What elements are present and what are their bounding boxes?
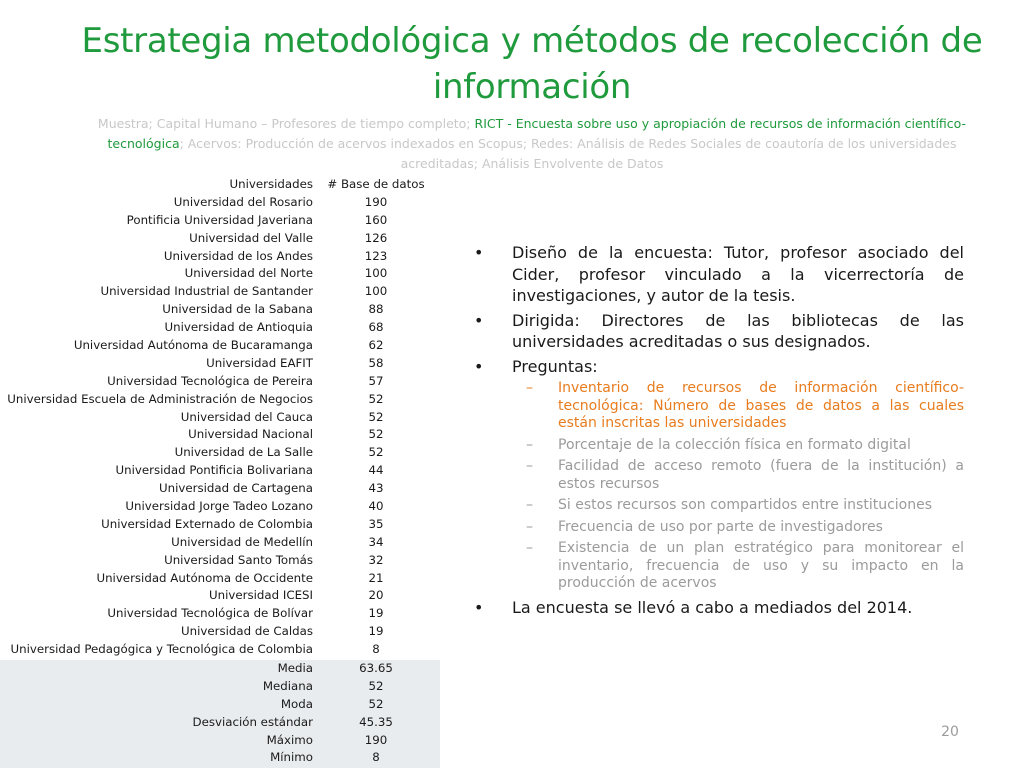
table-row — [0, 678, 440, 696]
row-value: 190 — [364, 732, 388, 747]
bullet-questions: Preguntas: — [512, 356, 598, 376]
row-label: Máximo — [266, 732, 313, 747]
table-row — [0, 660, 440, 678]
question-text: Existencia de un plan estratégico para monitorear el inventario, frecuencia de uso y su impacto en la producción de acervos — [558, 540, 964, 591]
table-header — [0, 176, 440, 194]
question-list — [474, 380, 964, 593]
row-value: 52 — [368, 427, 384, 442]
bullet-item — [474, 597, 964, 619]
row-label: Universidad del Cauca — [180, 409, 313, 424]
row-value: 68 — [368, 320, 384, 335]
table-row — [0, 605, 440, 623]
bullet-item — [474, 242, 964, 307]
question-item — [474, 519, 964, 537]
question-text: Facilidad de acceso remoto (fuera de la institución) a estos recursos — [558, 458, 964, 492]
row-value: 126 — [364, 230, 388, 245]
question-item — [474, 437, 964, 455]
table-row — [0, 462, 440, 480]
table-row — [0, 480, 440, 498]
row-value: 160 — [364, 212, 388, 227]
question-item — [474, 540, 964, 593]
dash-mark: – — [526, 380, 533, 396]
row-value: 19 — [368, 624, 384, 639]
table-row — [0, 373, 440, 391]
table-row — [0, 265, 440, 283]
dash-mark: – — [526, 436, 533, 453]
table-row — [0, 212, 440, 230]
table-row — [0, 696, 440, 714]
row-value: 52 — [368, 391, 384, 406]
row-value: 63.65 — [359, 661, 393, 675]
row-value: 8 — [372, 642, 380, 657]
row-label: Universidad ICESI — [209, 588, 313, 603]
question-item — [474, 497, 964, 515]
row-label: Universidad Tecnológica de Pereira — [107, 373, 313, 388]
question-item — [474, 380, 964, 433]
table-row — [0, 301, 440, 319]
dash-mark: – — [526, 458, 533, 474]
row-value: 45.35 — [359, 714, 393, 729]
page-number: 20 — [941, 724, 959, 740]
table-row — [0, 319, 440, 337]
bullet-item — [474, 310, 964, 353]
dash-mark: – — [526, 540, 533, 556]
table-row — [0, 248, 440, 266]
bullet-item — [474, 356, 964, 378]
table-row — [0, 749, 440, 767]
row-value: 52 — [368, 445, 384, 460]
row-value: 20 — [368, 588, 384, 603]
question-item — [474, 458, 964, 493]
bullet-mark: • — [474, 356, 484, 376]
row-value: 100 — [364, 284, 388, 299]
question-text: Porcentaje de la colección física en formato digital — [558, 436, 911, 453]
question-text: Frecuencia de uso por parte de investigadores — [558, 518, 883, 535]
table-row — [0, 516, 440, 534]
row-label: Universidad del Valle — [189, 230, 313, 245]
row-value: 32 — [368, 552, 384, 567]
table-row — [0, 534, 440, 552]
row-label: Universidad de La Salle — [174, 445, 313, 460]
dash-mark: – — [526, 497, 533, 513]
bullet-mark: • — [474, 310, 484, 330]
row-label: Universidad de Antioquia — [164, 320, 313, 335]
header-db-count: # Base de datos — [327, 177, 425, 191]
row-label: Universidad Externado de Colombia — [101, 516, 313, 531]
row-label: Desviación estándar — [192, 714, 313, 729]
bullet-mark: • — [474, 597, 484, 617]
row-value: 52 — [368, 696, 384, 711]
row-value: 57 — [368, 373, 384, 388]
bullet-date: La encuesta se llevó a cabo a mediados del 2014. — [512, 597, 913, 617]
table-row — [0, 194, 440, 212]
row-label: Universidad Pedagógica y Tecnológica de Colombia — [10, 642, 313, 657]
row-label: Mediana — [262, 678, 313, 693]
header-universities: Universidades — [229, 177, 313, 191]
row-label: Media — [277, 661, 313, 675]
row-value: 35 — [368, 516, 384, 531]
row-value: 190 — [364, 194, 388, 209]
table-row — [0, 444, 440, 462]
question-text: Si estos recursos son compartidos entre instituciones — [558, 497, 933, 513]
row-value: 43 — [368, 481, 384, 496]
table-row — [0, 391, 440, 409]
slide-subtitle — [92, 114, 972, 174]
table-row — [0, 409, 440, 427]
row-label: Universidad del Norte — [184, 266, 313, 281]
row-label: Universidad Pontificia Bolivariana — [115, 463, 313, 478]
row-label: Universidad Santo Tomás — [164, 552, 313, 567]
row-value: 52 — [368, 678, 384, 693]
row-value: 21 — [368, 570, 384, 585]
stats-table — [0, 660, 440, 768]
row-label: Universidad de Cartagena — [159, 481, 313, 496]
subtitle-part-1: Muestra; Capital Humano – Profesores de tiempo completo; — [97, 116, 471, 131]
row-label: Moda — [280, 696, 313, 711]
row-label: Mínimo — [270, 750, 313, 765]
row-label: Universidad de Caldas — [181, 624, 313, 639]
row-value: 34 — [368, 534, 384, 549]
row-value: 52 — [368, 409, 384, 424]
table-row — [0, 337, 440, 355]
row-label: Pontificia Universidad Javeriana — [126, 212, 313, 227]
row-label: Universidad Escuela de Administración de Negocios — [7, 391, 313, 406]
dash-mark: – — [526, 518, 533, 535]
row-label: Universidad Nacional — [188, 427, 313, 442]
row-value: 19 — [368, 606, 384, 621]
table-row — [0, 426, 440, 444]
row-value: 88 — [368, 302, 384, 317]
row-label: Universidad Jorge Tadeo Lozano — [125, 499, 313, 514]
row-value: 58 — [368, 355, 384, 370]
table-row — [0, 587, 440, 605]
row-label: Universidad de los Andes — [163, 248, 313, 263]
row-value: 100 — [364, 266, 388, 281]
row-label: Universidad Tecnológica de Bolívar — [107, 606, 313, 621]
row-label: Universidad EAFIT — [206, 355, 313, 370]
row-value: 8 — [372, 750, 380, 765]
table-row — [0, 570, 440, 588]
table-row — [0, 355, 440, 373]
row-label: Universidad del Rosario — [173, 194, 313, 209]
row-label: Universidad de Medellín — [171, 534, 313, 549]
table-row — [0, 714, 440, 732]
table-row — [0, 498, 440, 516]
row-value: 123 — [364, 248, 388, 263]
row-value: 44 — [368, 463, 384, 478]
table-row — [0, 552, 440, 570]
table-row — [0, 641, 440, 659]
subtitle-part-3: ; Acervos: Producción de acervos indexados en Scopus; Redes: Análisis de Redes Sociales de coautoría de los universidades acreditadas; Análisis Envolvente de Datos — [179, 136, 957, 171]
bullet-mark: • — [474, 243, 484, 262]
row-label: Universidad de la Sabana — [162, 302, 313, 317]
slide-title: Estrategia metodológica y métodos de recolección de información — [81, 21, 983, 107]
subtitle-highlight: RICT - Encuesta sobre uso y apropiación de recursos de información científico-tecnológica — [107, 116, 967, 151]
row-label: Universidad Autónoma de Bucaramanga — [73, 338, 313, 353]
table-row — [0, 623, 440, 641]
databases-table — [0, 176, 440, 659]
bullet-list — [474, 242, 964, 621]
bullet-design: Diseño de la encuesta: Tutor, profesor asociado del Cider, profesor vinculado a la vicerrectoría de investigaciones, y autor de la tesis. — [512, 243, 964, 305]
row-value: 40 — [368, 499, 384, 514]
row-label: Universidad Autónoma de Occidente — [96, 570, 313, 585]
table-row — [0, 230, 440, 248]
row-label: Universidad Industrial de Santander — [100, 284, 313, 299]
row-value: 62 — [368, 338, 384, 353]
table-row — [0, 732, 440, 750]
table-row — [0, 283, 440, 301]
question-text: Inventario de recursos de información científico-tecnológica: Número de bases de datos a las cuales están inscritas las universidades — [558, 380, 964, 431]
bullet-target: Dirigida: Directores de las bibliotecas de las universidades acreditadas o sus designados. — [512, 310, 964, 351]
